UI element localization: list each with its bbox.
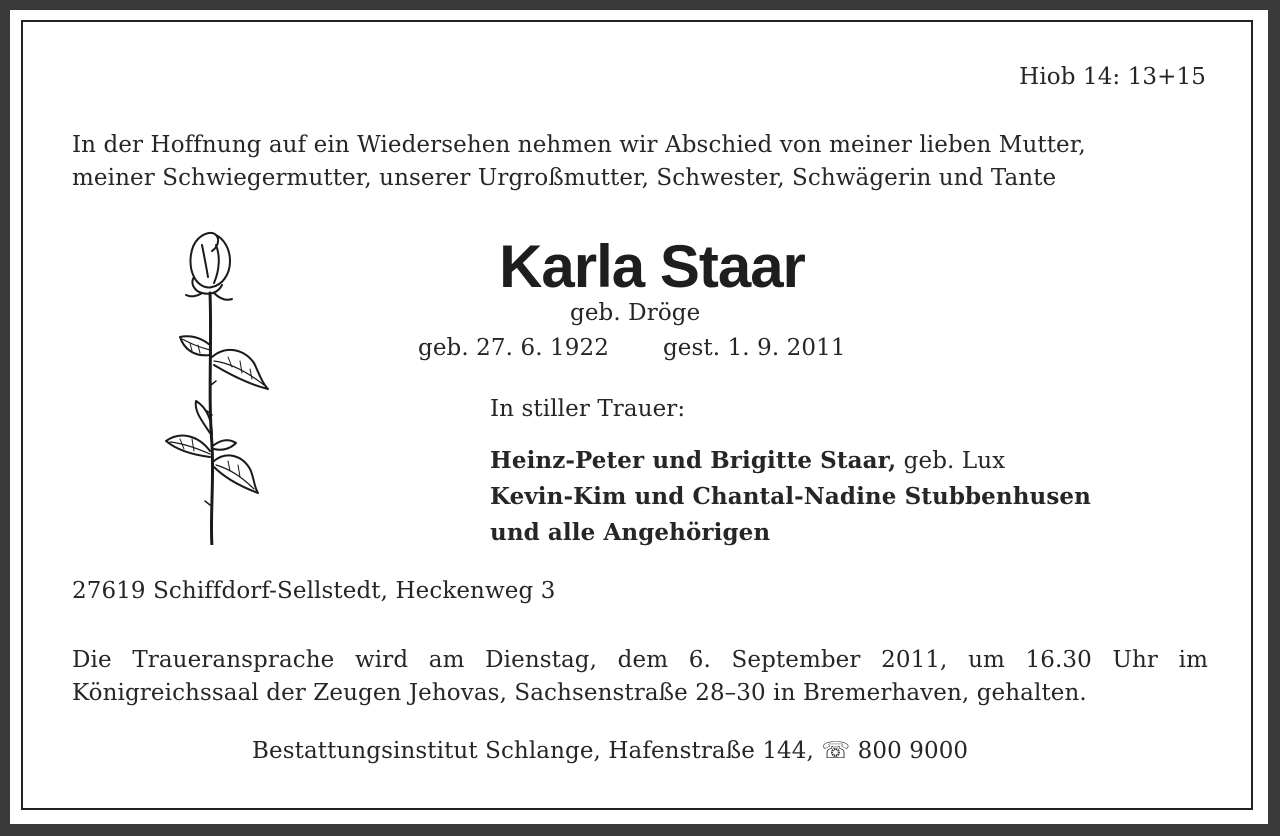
obituary-notice (10, 10, 1268, 824)
service-line-2: Königreichssaal der Zeugen Jehovas, Sachsenstraße 28–30 in Bremerhaven, gehalten. (72, 680, 1087, 706)
death-date: gest. 1. 9. 2011 (662, 335, 846, 361)
birth-date: geb. 27. 6. 1922 (418, 335, 609, 361)
family-list (490, 443, 1091, 551)
family-line-2 (490, 479, 1091, 515)
family-line-2-names: Kevin-Kim und Chantal-Nadine Stubbenhusen (490, 483, 1091, 510)
family-line-1-maiden: geb. Lux (896, 448, 1006, 474)
family-line-1 (490, 443, 1091, 479)
intro-line-1: In der Hoffnung auf ein Wiedersehen nehmen wir Abschied von meiner lieben Mutter, (72, 132, 1086, 158)
intro-text (72, 129, 1208, 195)
family-line-1-names: Heinz-Peter und Brigitte Staar, (490, 447, 897, 474)
life-dates (418, 335, 846, 361)
family-line-3-names: und alle Angehörigen (490, 519, 771, 546)
maiden-name: geb. Dröge (570, 300, 701, 326)
service-info (72, 644, 1208, 710)
mourning-label: In stiller Trauer: (490, 396, 686, 422)
deceased-name (10, 232, 1272, 301)
bible-verse: Hiob 14: 13+15 (1019, 64, 1206, 90)
intro-line-2: meiner Schwiegermutter, unserer Urgroßmutter, Schwester, Schwägerin und Tante (72, 165, 1057, 191)
undertaker-info: Bestattungsinstitut Schlange, Hafenstraße 144, ☏ 800 9000 (252, 738, 969, 764)
service-line-1: Die Traueransprache wird am Dienstag, dem 6. September 2011, um 16.30 Uhr im (72, 647, 1208, 673)
address: 27619 Schiffdorf-Sellstedt, Heckenweg 3 (72, 578, 556, 604)
deceased-name-text: Karla Staar (499, 233, 805, 300)
family-line-3 (490, 515, 1091, 551)
